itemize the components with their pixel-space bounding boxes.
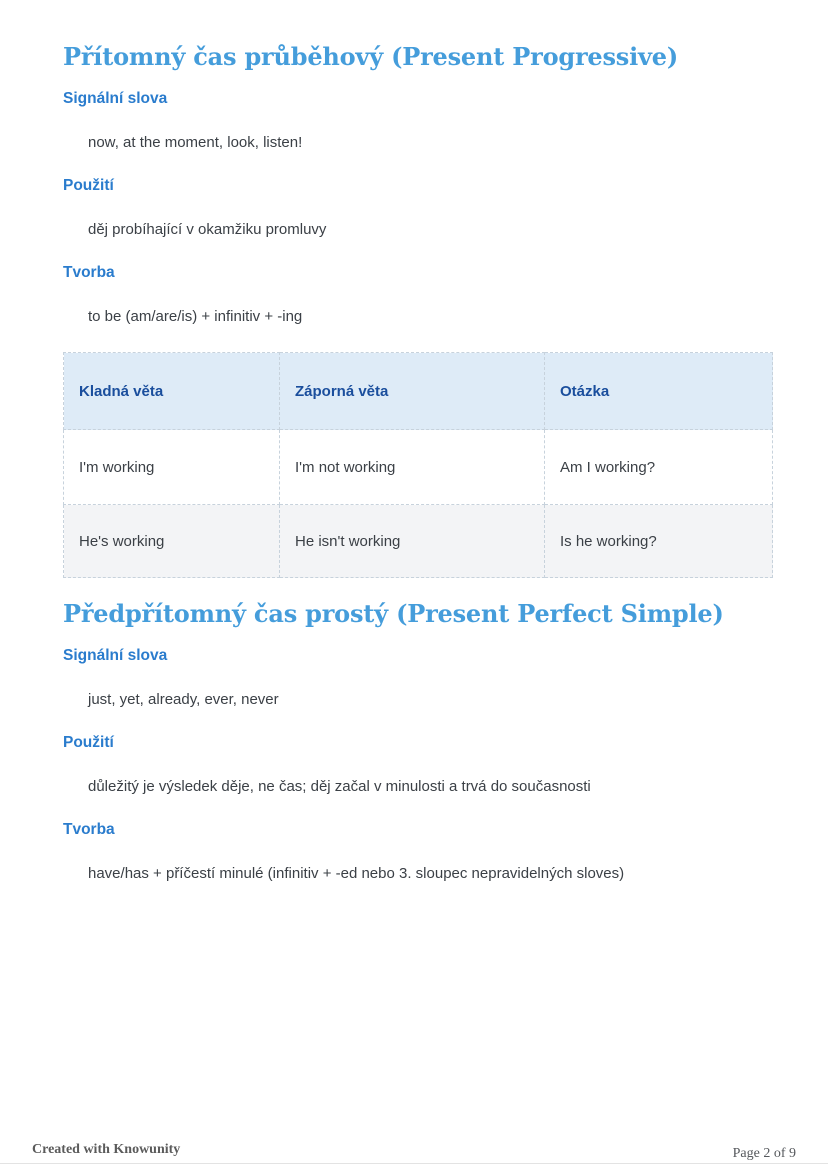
section-present-progressive <box>63 43 772 578</box>
subheading-signal-words: Signální slova <box>63 647 168 664</box>
table-cell: I'm working <box>64 430 280 505</box>
section-title: Předpřítomný čas prostý (Present Perfect Simple) <box>63 599 724 628</box>
subheading-usage: Použití <box>63 734 114 751</box>
signal-words-text: just, yet, already, ever, never <box>88 691 279 708</box>
section-present-perfect-simple <box>63 600 772 882</box>
table-header-question: Otázka <box>545 353 773 430</box>
table-header-row <box>64 353 773 430</box>
subheading-formation: Tvorba <box>63 264 115 281</box>
page-number-indicator: Page 2 of 9 <box>732 1146 796 1161</box>
page-edge-divider <box>0 1163 828 1164</box>
table-cell: He isn't working <box>280 505 545 578</box>
table-header-affirmative: Kladná věta <box>64 353 280 430</box>
table-row <box>64 505 773 578</box>
conjugation-table <box>63 352 773 578</box>
subheading-usage: Použití <box>63 177 114 194</box>
subheading-signal-words: Signální slova <box>63 90 168 107</box>
section-title: Přítomný čas průběhový (Present Progressive) <box>63 42 679 71</box>
formation-text: to be (am/are/is) + infinitiv + -ing <box>88 308 303 325</box>
table-row <box>64 430 773 505</box>
table-header-negative: Záporná věta <box>280 353 545 430</box>
created-with-knowunity-label: Created with Knowunity <box>32 1142 181 1157</box>
formation-text: have/has + příčestí minulé (infinitiv + -ed nebo 3. sloupec nepravidelných sloves) <box>88 865 625 882</box>
table-cell: I'm not working <box>280 430 545 505</box>
usage-text: děj probíhající v okamžiku promluvy <box>88 221 327 238</box>
usage-text: důležitý je výsledek děje, ne čas; děj začal v minulosti a trvá do současnosti <box>88 778 591 795</box>
table-cell: Am I working? <box>545 430 773 505</box>
table-cell: Is he working? <box>545 505 773 578</box>
subheading-formation: Tvorba <box>63 821 115 838</box>
signal-words-text: now, at the moment, look, listen! <box>88 134 303 151</box>
table-cell: He's working <box>64 505 280 578</box>
